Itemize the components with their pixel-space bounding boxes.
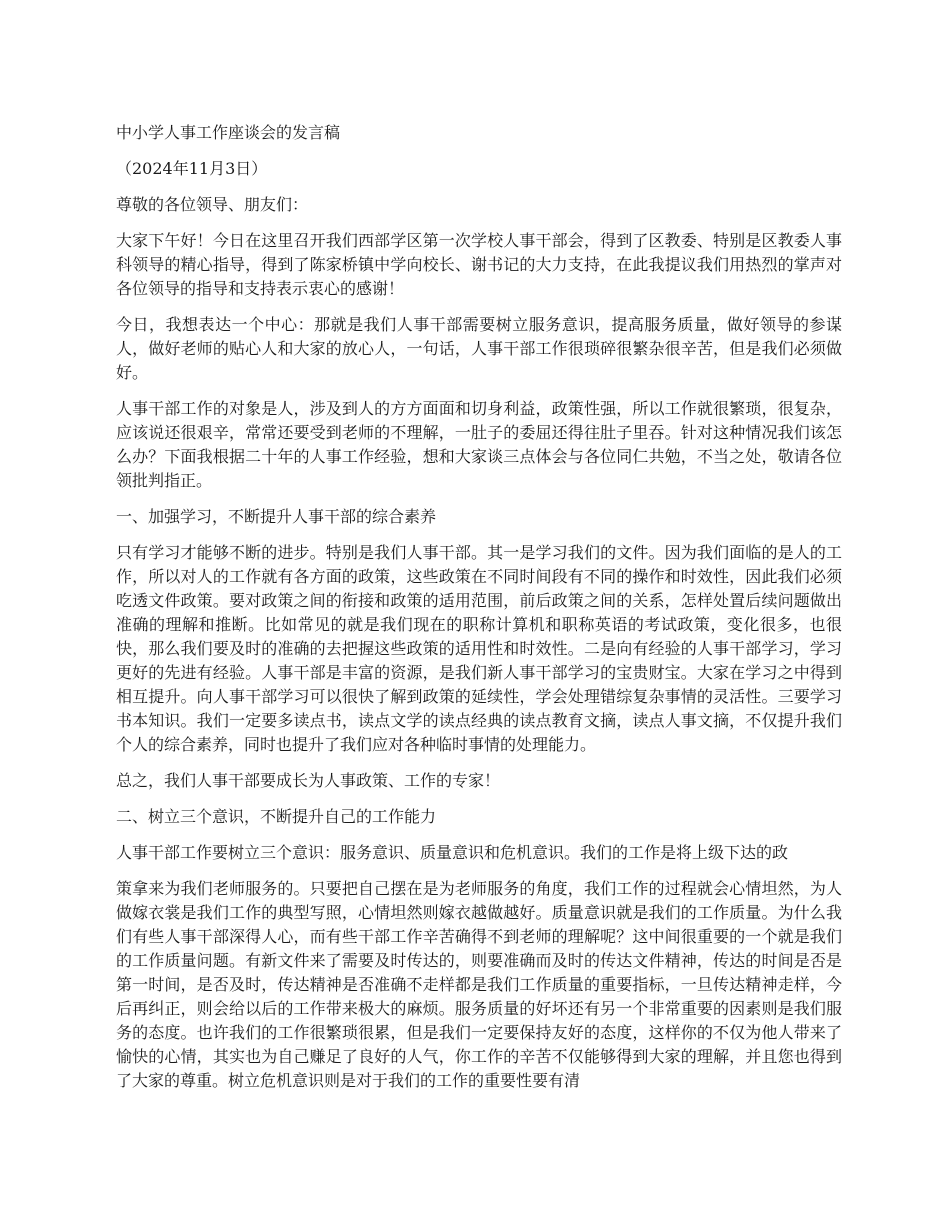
document-title: 中小学人事工作座谈会的发言稿 xyxy=(116,123,341,142)
paragraph-greeting: 大家下午好！今日在这里召开我们西部学区第一次学校人事干部会，得到了区教委、特别是区教委人事科领导的精心指导，得到了陈家桥镇中学向校长、谢书记的大力支持，在此我提议我们用热烈的掌声对各位领导的指导和支持表示衷心的感谢！ xyxy=(116,231,842,298)
document-date: （2024年11月3日） xyxy=(116,159,268,178)
paragraph-three-awareness: 人事干部工作要树立三个意识：服务意识、质量意识和危机意识。我们的工作是将上级下达的政 xyxy=(116,843,789,862)
paragraph-summary: 总之，我们人事干部要成长为人事政策、工作的专家！ xyxy=(116,771,501,790)
document-page xyxy=(116,121,842,1105)
section-heading-1: 一、加强学习，不断提升人事干部的综合素养 xyxy=(116,507,437,526)
paragraph-service-quality: 策拿来为我们老师服务的。只要把自己摆在是为老师服务的角度，我们工作的过程就会心情坦然，为人做嫁衣裳是我们工作的典型写照，心情坦然则嫁衣越做越好。质量意识就是我们的工作质量。为什么我们有些人事干部深得人心，而有些干部工作辛苦确得不到老师的理解呢？这中间很重要的一个就是我们的工作质量问题。有新文件来了需要及时传达的，则要准确而及时的传达文件精神，传达的时间是否是第一时间，是否及时，传达精神是否准确不走样都是我们工作质量的重要指标，一旦传达精神走样，今后再纠正，则会给以后的工作带来极大的麻烦。服务质量的好坏还有另一个非常重要的因素则是我们服务的态度。也许我们的工作很繁琐很累，但是我们一定要保持友好的态度，这样你的不仅为他人带来了愉快的心情，其实也为自己赚足了良好的人气，你工作的辛苦不仅能够得到大家的理解，并且您也得到了大家的尊重。树立危机意识则是对于我们的工作的重要性要有清 xyxy=(116,879,842,1090)
paragraph-learning: 只有学习才能够不断的进步。特别是我们人事干部。其一是学习我们的文件。因为我们面临的是人的工作，所以对人的工作就有各方面的政策，这些政策在不同时间段有不同的操作和时效性，因此我们必须吃透文件政策。要对政策之间的衔接和政策的适用范围，前后政策之间的关系，怎样处置后续问题做出准确的理解和推断。比如常见的就是我们现在的职称计算机和职称英语的考试政策，变化很多，也很快，那么我们要及时的准确的去把握这些政策的适用性和时效性。二是向有经验的人事干部学习，学习更好的先进有经验。人事干部是丰富的资源，是我们新人事干部学习的宝贵财宝。大家在学习之中得到相互提升。向人事干部学习可以很快了解到政策的延续性，学会处理错综复杂事情的灵活性。三要学习书本知识。我们一定要多读点书，读点文学的读点经典的读点教育文摘，读点人事文摘，不仅提升我们个人的综合素养，同时也提升了我们应对各种临时事情的处理能力。 xyxy=(116,543,842,754)
salutation: 尊敬的各位领导、朋友们： xyxy=(116,195,309,214)
section-heading-2: 二、树立三个意识，不断提升自己的工作能力 xyxy=(116,807,437,826)
paragraph-work-nature: 人事干部工作的对象是人，涉及到人的方方面面和切身利益，政策性强，所以工作就很繁琐，很复杂，应该说还很艰辛，常常还要受到老师的不理解，一肚子的委屈还得往肚子里吞。针对这种情况我们该怎么办？下面我根据二十年的人事工作经验，想和大家谈三点体会与各位同仁共勉，不当之处，敬请各位领批判指正。 xyxy=(116,399,842,490)
paragraph-central-idea: 今日，我想表达一个中心：那就是我们人事干部需要树立服务意识，提高服务质量，做好领导的参谋人，做好老师的贴心人和大家的放心人，一句话，人事干部工作很琐碎很繁杂很辛苦，但是我们必须做好。 xyxy=(116,315,842,382)
